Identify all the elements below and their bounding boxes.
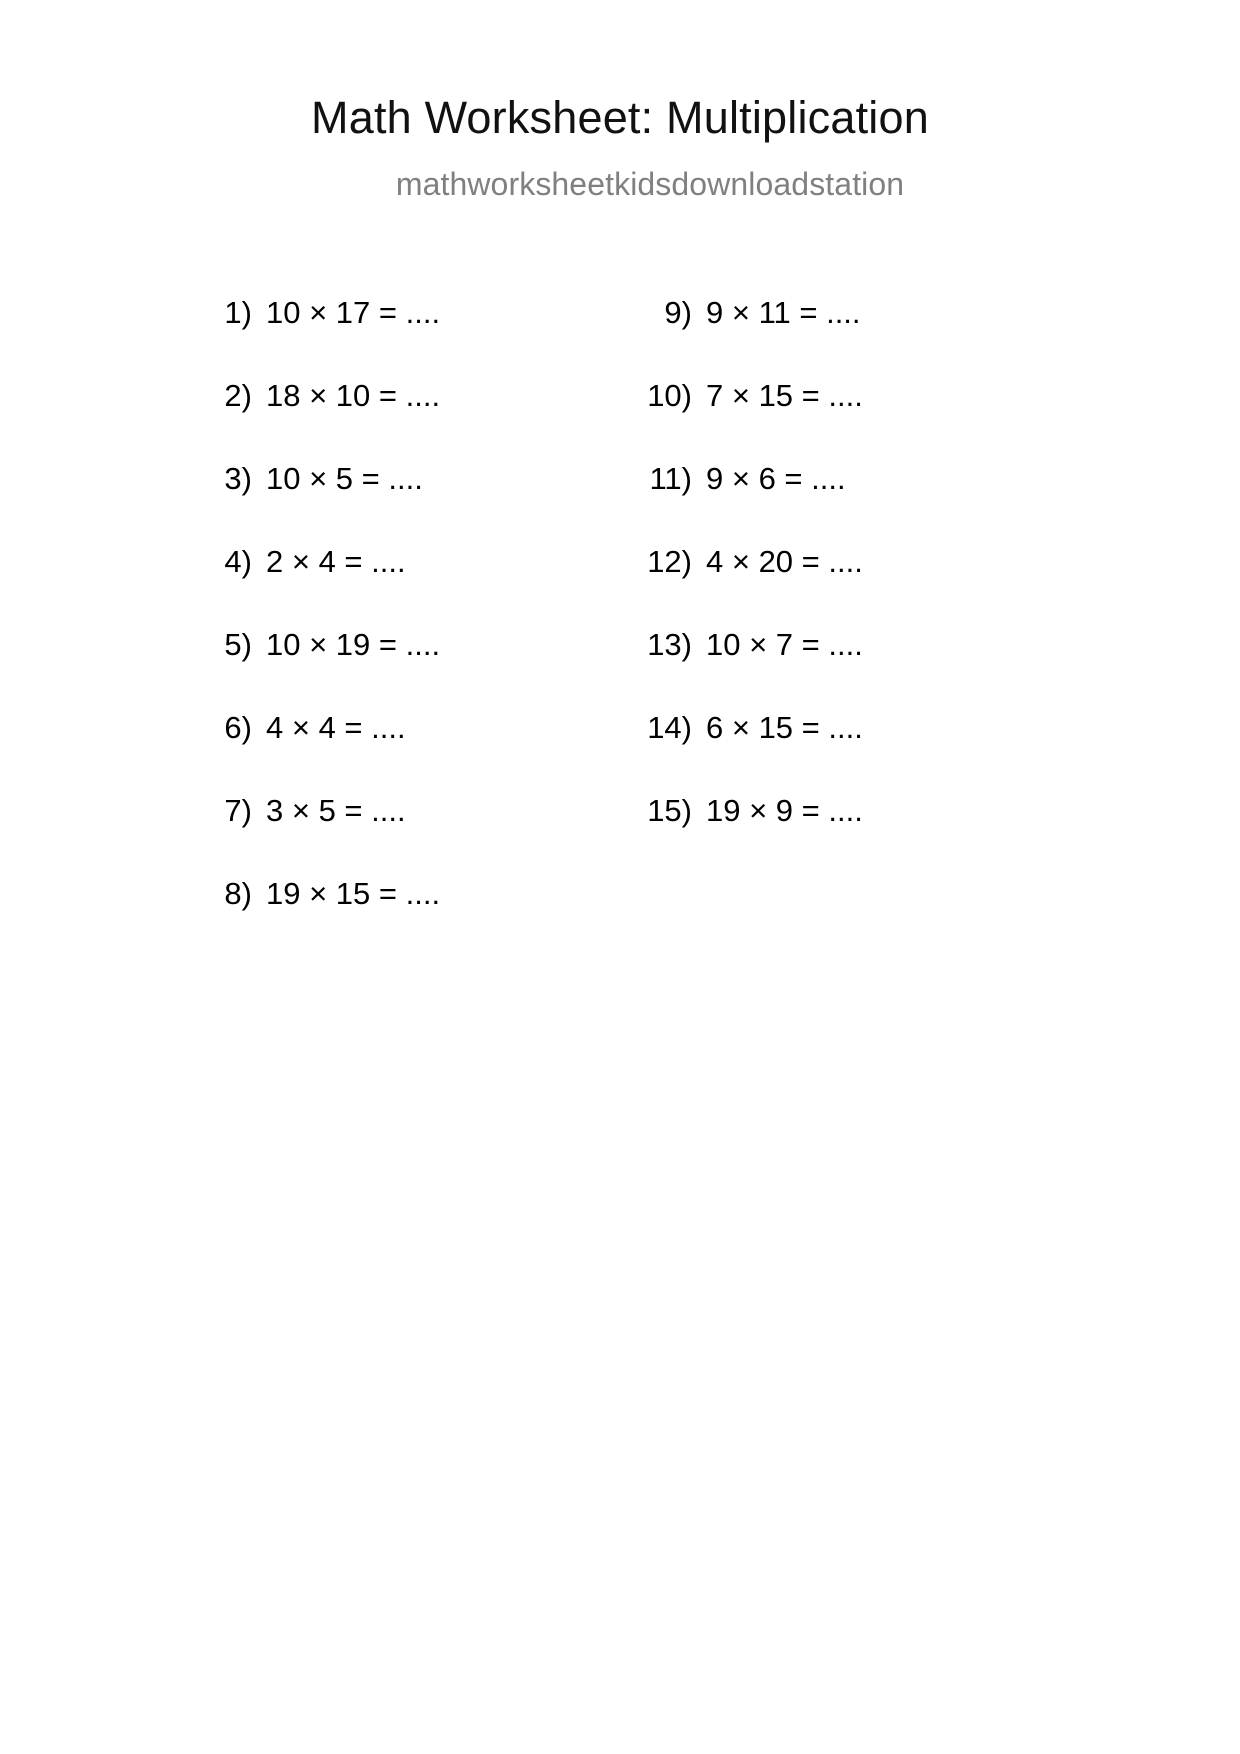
problem-expression: 4 × 4 = .... — [266, 710, 406, 745]
page-subtitle: mathworksheetkidsdownloadstation — [395, 166, 905, 202]
problem-expression: 19 × 9 = .... — [706, 793, 863, 828]
problem-number: 15) — [647, 793, 692, 828]
problems-column-right — [636, 295, 1076, 959]
page-title: Math Worksheet: Multiplication — [311, 92, 929, 143]
problem-item — [196, 461, 636, 544]
problem-number: 7) — [224, 793, 252, 828]
problem-item — [196, 295, 636, 378]
problem-number: 12) — [647, 544, 692, 579]
problem-expression: 4 × 20 = .... — [706, 544, 863, 579]
problem-item — [196, 378, 636, 461]
problem-item — [196, 710, 636, 793]
problem-number: 8) — [224, 876, 252, 911]
problem-number: 14) — [647, 710, 692, 745]
problem-number: 13) — [647, 627, 692, 662]
problem-expression: 10 × 5 = .... — [266, 461, 423, 496]
problem-expression: 3 × 5 = .... — [266, 793, 406, 828]
problem-expression: 10 × 19 = .... — [266, 627, 441, 662]
problem-number: 1) — [224, 295, 252, 330]
problem-item — [196, 627, 636, 710]
problems-column-left — [196, 295, 636, 959]
problem-item — [636, 378, 1076, 461]
problem-number: 5) — [224, 627, 252, 662]
problem-number: 10) — [647, 378, 692, 413]
problem-number: 6) — [224, 710, 252, 745]
problem-number: 11) — [649, 461, 692, 496]
problem-expression: 2 × 4 = .... — [266, 544, 406, 579]
problem-number: 2) — [224, 378, 252, 413]
problems-container — [0, 295, 1240, 959]
problem-number: 4) — [224, 544, 252, 579]
problem-expression: 10 × 17 = .... — [266, 295, 441, 330]
problem-expression: 6 × 15 = .... — [706, 710, 863, 745]
problem-expression: 18 × 10 = .... — [266, 378, 441, 413]
problem-item — [636, 544, 1076, 627]
problem-item — [636, 710, 1076, 793]
problem-expression: 9 × 6 = .... — [706, 461, 846, 496]
problem-expression: 10 × 7 = .... — [706, 627, 863, 662]
problem-item — [636, 793, 1076, 876]
problem-item — [636, 295, 1076, 378]
problem-number: 9) — [664, 295, 692, 330]
problem-item — [196, 876, 636, 959]
problem-expression: 9 × 11 = .... — [706, 295, 861, 330]
problem-item — [196, 793, 636, 876]
problem-item — [196, 544, 636, 627]
problem-item — [636, 461, 1076, 544]
problem-number: 3) — [224, 461, 252, 496]
problem-expression: 7 × 15 = .... — [706, 378, 863, 413]
problem-item — [636, 627, 1076, 710]
problem-expression: 19 × 15 = .... — [266, 876, 441, 911]
